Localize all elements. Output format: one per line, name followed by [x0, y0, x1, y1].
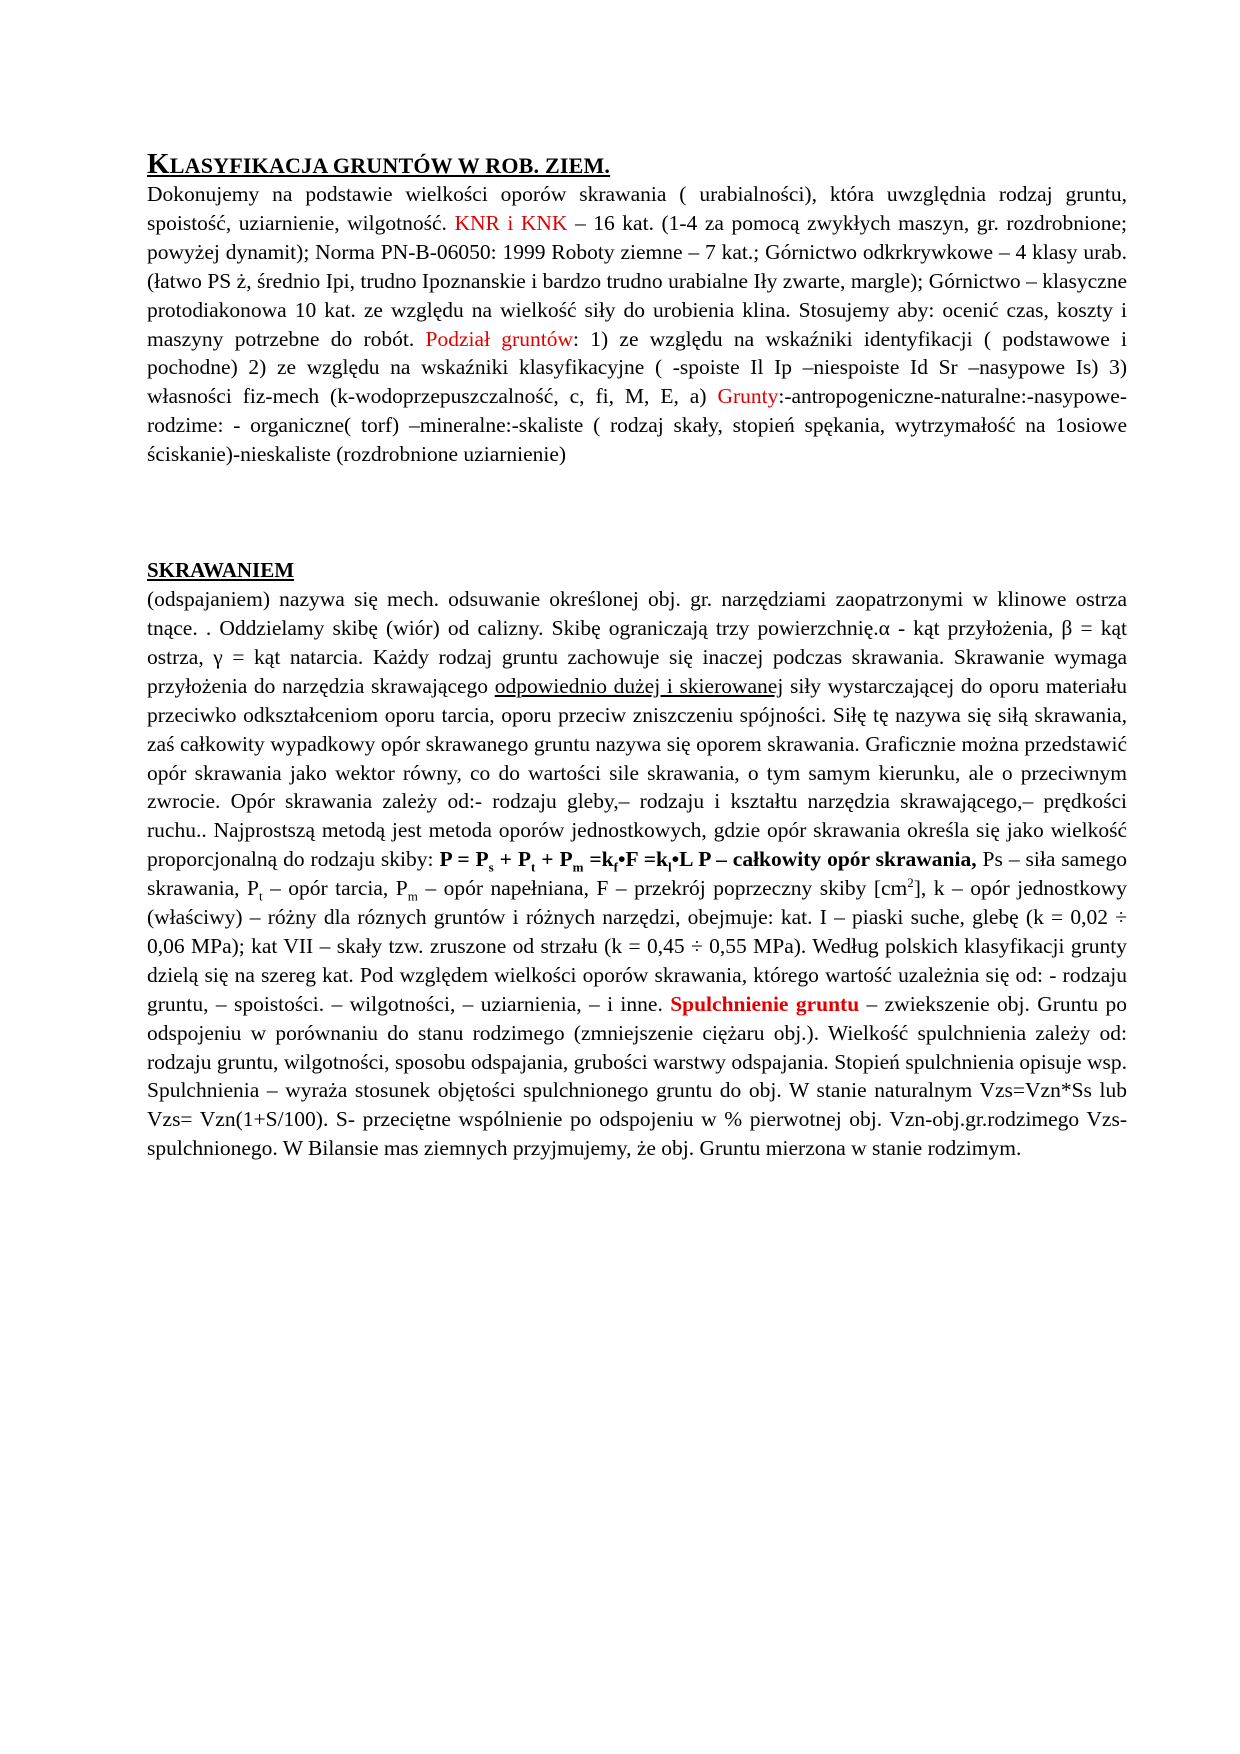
text-run: s — [488, 859, 494, 875]
section-heading-skrawaniem: SKRAWANIEM — [147, 558, 295, 583]
highlighted-term: Podział gruntów — [425, 326, 573, 351]
title-initial: K — [147, 148, 170, 180]
text-run: (odspajaniem) nazywa się mech. odsuwanie określonej obj. gr. narzędziami zaopatrzonymi w klinowe ostrza tnące. . Oddzielamy skibę (wiór) od calizny. Skibę ograniczają trzy powierzchnię.α - kąt przyłożenia, β = kąt ostrza, γ = kąt natarcia. Każdy rodzaj gruntu zachowuje się inaczej podczas skrawania. Skrawanie wymaga przyłożenia do narzędzia skrawającego — [147, 587, 1127, 698]
skrawanie-paragraph — [147, 585, 1127, 1163]
highlighted-term: Grunty — [717, 384, 779, 409]
highlighted-term: KNR i KNK — [454, 210, 568, 235]
text-run: •F =k — [617, 847, 668, 872]
document-title — [147, 150, 1127, 180]
text-run: – opór napełniana, F – przekrój poprzeczny skiby [cm — [417, 876, 908, 901]
text-run: Ps – siła samego skrawania, P — [147, 847, 1127, 901]
text-run: ], k – opór jednostkowy (właściwy) – różny dla róznych gruntów i różnych narzędzi, obejmuje: kat. I – piaski suche, glebę (k = 0,02 ÷ 0,06 MPa); kat VII – skały tzw. zruszone od strzału (k = 0,45 ÷ 0,55 MPa). Według polskich klasyfikacji grunty dzielą się na szereg kat. Pod względem wielkości oporów skrawania, którego wartość uzależnia się od: - rodzaju gruntu, – spoistości. – wilgotności, – uziarnienia, – i inne. — [147, 876, 1127, 1016]
text-run: t — [258, 888, 263, 904]
text-run: •L P – całkowity opór skrawania, — [671, 847, 977, 872]
text-run: m — [407, 888, 418, 904]
document-page — [147, 150, 1127, 1163]
text-run: t — [530, 859, 536, 875]
text-run: :-antropogeniczne-naturalne:-nasypowe-rodzime: - organiczne( torf) –mineralne:-skaliste ( rodzaj skały, stopień spękania, wytrzymałość na 1osiowe ściskanie)-nieskaliste (rozdrobnione uziarnienie) — [147, 384, 1127, 467]
text-run: 2 — [907, 874, 914, 890]
text-run: =k — [583, 847, 614, 872]
title-rest: LASYFIKACJA GRUNTÓW W ROB. ZIEM. — [169, 153, 611, 178]
highlighted-term: Spulchnienie gruntu — [670, 991, 860, 1016]
text-run: + P — [493, 847, 531, 872]
classification-paragraph — [147, 180, 1127, 469]
text-run: : 1) ze względu na wskaźniki identyfikacji ( podstawowe i pochodne) 2) ze względu na wskaźniki klasyfikacyjne ( -spoiste Il Ip –niespoiste Id Sr –nasypowe Is) 3) własności fiz-mech (k-wodoprzepuszczalność, c, fi, M, E, a) — [147, 326, 1127, 409]
text-run: l — [667, 859, 672, 875]
text-run: – zwiekszenie obj. Gruntu po odspojeniu w porównaniu do stanu rodzimego (zmniejszenie ciężaru obj.). Wielkość spulchnienia zależy od: rodzaju gruntu, wilgotności, sposobu odspajania, grubości warstwy odspajania. Stopień spulchnienia opisuje wsp. Spulchnienia – wyraża stosunek objętości spulchnionego gruntu do obj. W stanie naturalnym Vzs=Vzn*Ss lub Vzs= Vzn(1+S/100). S- przeciętne wspólnienie po odspojeniu w % pierwotnej obj. Vzn-obj.gr.rodzimego Vzs-spulchnionego. W Bilansie mas ziemnych przyjmujemy, że obj. Gruntu mierzona w stanie rodzimym. — [147, 991, 1128, 1161]
text-run: siły wystarczającej do oporu materiału przeciwko odkształceniom oporu tarcia, oporu przeciw zniszczeniu spójności. Siłę tę nazywa się siłą skrawania, zaś całkowity wypadkowy opór skrawanego gruntu nazywa się oporem skrawania. Graficznie można przedstawić opór skrawania jako wektor równy, co do wartości sile skrawania, o tym samym kierunku, ale o przeciwnym zwrocie. Opór skrawania zależy od:- rodzaju gleby,– rodzaju i kształtu narzędzia skrawającego,– prędkości ruchu.. Najprostszą metodą jest metoda oporów jednostkowych, gdzie opór skrawania określa się jako wielkość proporcjonalną do rodzaju skiby: — [147, 673, 1127, 872]
text-run: + P — [535, 847, 573, 872]
text-run: – opór tarcia, P — [262, 876, 408, 901]
text-run: f — [613, 859, 618, 875]
text-run: odpowiednio dużej i skierowanej — [494, 673, 784, 698]
text-run: Dokonujemy na podstawie wielkości oporów skrawania ( urabialności), która uwzględnia rodzaj gruntu, spoistość, uziarnienie, wilgotność. — [147, 182, 1127, 235]
text-run: P = P — [439, 847, 489, 872]
section-spacer — [147, 469, 1127, 556]
text-run: m — [572, 859, 584, 875]
text-run: – 16 kat. (1-4 za pomocą zwykłych maszyn, gr. rozdrobnione; powyżej dynamit); Norma PN-B-06050: 1999 Roboty ziemne – 7 kat.; Górnictwo odkrkrywkowe – 4 klasy urab.(łatwo PS ż, średnio Ipi, trudno Ipoznanskie i bardzo trudno urabialne Iły zwarte, margle); Górnictwo – klasyczne protodiakonowa 10 kat. ze względu na wielkość siły do urobienia klina. Stosujemy aby: ocenić czas, koszty i maszyny potrzebne do robót. — [147, 210, 1127, 351]
